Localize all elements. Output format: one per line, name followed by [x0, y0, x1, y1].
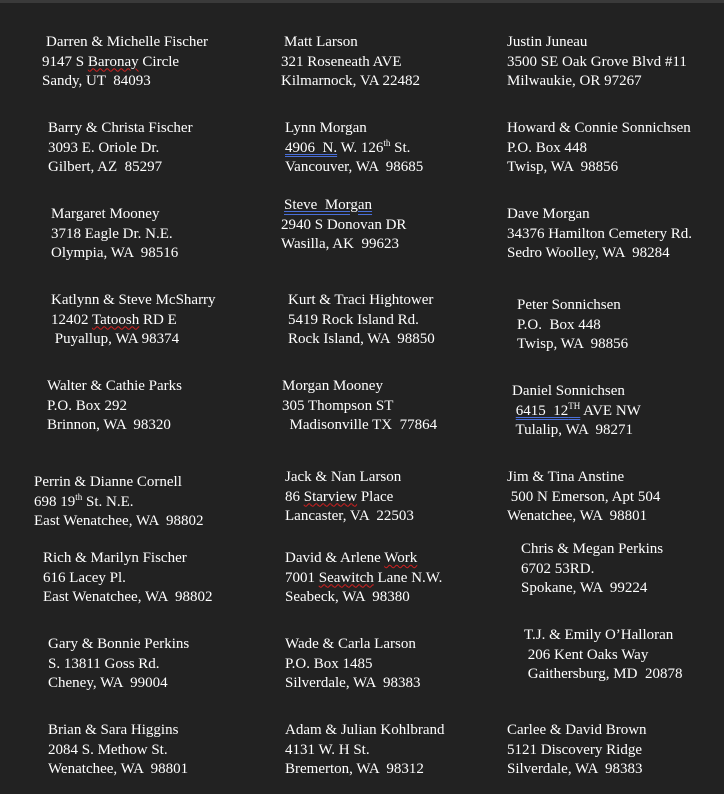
street-line: 500 N Emerson, Apt 504	[507, 488, 661, 505]
city-line: Madisonville TX 77864	[282, 417, 438, 433]
city-line: Puyallup, WA 98374	[51, 331, 180, 347]
address-label	[42, 33, 209, 92]
window-top-edge	[0, 0, 724, 3]
recipient-name: Adam & Julian Kohlbrand	[285, 722, 445, 738]
recipient-name: Peter Sonnichsen	[517, 297, 621, 313]
street-line: S. 13811 Goss Rd.	[48, 655, 160, 672]
street-line: P.O. Box 448	[517, 316, 601, 333]
street-line: 9147 S Baronay Circle	[42, 53, 180, 70]
address-label	[285, 721, 445, 780]
street-line: P.O. Box 292	[47, 397, 128, 414]
recipient-name: Chris & Megan Perkins	[521, 541, 664, 557]
address-label	[507, 468, 660, 527]
recipient-name: Barry & Christa Fischer	[48, 120, 193, 136]
street-line: 7001 Seawitch Lane N.W.	[285, 569, 443, 586]
recipient-name: Morgan Mooney	[282, 378, 383, 394]
recipient-name: Wade & Carla Larson	[285, 636, 416, 652]
street-line: 6415 12TH AVE NW	[515, 400, 641, 419]
recipient-name: Steve Morgan	[284, 197, 373, 213]
city-line: Silverdale, WA 98383	[507, 761, 643, 777]
city-line: Rock Island, WA 98850	[288, 331, 435, 347]
address-label	[507, 119, 691, 178]
address-label	[512, 382, 641, 441]
address-label	[285, 549, 442, 608]
street-line: 5419 Rock Island Rd.	[288, 311, 419, 328]
city-line: Wenatchee, WA 98801	[48, 761, 189, 777]
address-label	[524, 626, 682, 685]
recipient-name: Walter & Cathie Parks	[47, 378, 183, 394]
city-line: Brinnon, WA 98320	[47, 417, 171, 433]
street-line: 3500 SE Oak Grove Blvd #11	[507, 53, 687, 70]
address-label	[285, 119, 423, 178]
city-line: Spokane, WA 99224	[521, 580, 648, 596]
address-label	[48, 119, 193, 178]
recipient-name: Jim & Tina Anstine	[507, 469, 625, 485]
street-line: 86 Starview Place	[285, 488, 394, 505]
recipient-name: Brian & Sara Higgins	[48, 722, 179, 738]
city-line: East Wenatchee, WA 98802	[34, 513, 204, 529]
address-label	[51, 291, 216, 350]
street-line: 2940 S Donovan DR	[281, 216, 407, 233]
city-line: Milwaukie, OR 97267	[507, 73, 642, 89]
street-line: 2084 S. Methow St.	[48, 741, 168, 758]
recipient-name: Lynn Morgan	[285, 120, 367, 136]
address-label	[282, 377, 437, 436]
address-label	[285, 635, 421, 694]
address-label	[48, 721, 188, 780]
city-line: Olympia, WA 98516	[51, 245, 179, 261]
city-line: Vancouver, WA 98685	[285, 159, 424, 175]
address-label	[288, 291, 435, 350]
street-line: P.O. Box 448	[507, 139, 588, 156]
city-line: Wenatchee, WA 98801	[507, 508, 648, 524]
recipient-name: Matt Larson	[284, 34, 358, 50]
street-line: 5121 Discovery Ridge	[507, 741, 642, 758]
city-line: Sedro Woolley, WA 98284	[507, 245, 670, 261]
city-line: Tulalip, WA 98271	[512, 422, 634, 438]
street-line: 4131 W. H St.	[285, 741, 370, 758]
recipient-name: Margaret Mooney	[51, 206, 160, 222]
recipient-name: Perrin & Dianne Cornell	[34, 474, 182, 490]
address-label	[281, 33, 421, 92]
address-label	[47, 377, 182, 436]
address-label	[285, 468, 414, 527]
city-line: Kilmarnock, VA 22482	[281, 73, 421, 89]
recipient-name: Justin Juneau	[507, 34, 588, 50]
street-line: 3718 Eagle Dr. N.E.	[51, 225, 173, 242]
city-line: Silverdale, WA 98383	[285, 675, 421, 691]
city-line: Cheney, WA 99004	[48, 675, 168, 691]
recipient-name: T.J. & Emily O’Halloran	[524, 627, 674, 643]
address-label	[51, 205, 178, 264]
recipient-name: Darren & Michelle Fischer	[46, 34, 209, 50]
city-line: Lancaster, VA 22503	[285, 508, 414, 524]
address-label	[48, 635, 189, 694]
recipient-name: Daniel Sonnichsen	[512, 383, 625, 399]
city-line: Gilbert, AZ 85297	[48, 159, 163, 175]
recipient-name: Kurt & Traci Hightower	[288, 292, 434, 308]
recipient-name: Howard & Connie Sonnichsen	[507, 120, 691, 136]
street-line: 698 19th St. N.E.	[34, 491, 134, 510]
city-line: Gaithersburg, MD 20878	[524, 666, 683, 682]
address-label	[517, 296, 628, 355]
street-line: 4906 N. W. 126th St.	[285, 137, 411, 156]
address-label	[281, 196, 407, 255]
city-line: Twisp, WA 98856	[507, 159, 619, 175]
recipient-name: Carlee & David Brown	[507, 722, 647, 738]
city-line: Wasilla, AK 99623	[281, 236, 399, 252]
street-line: 34376 Hamilton Cemetery Rd.	[507, 225, 692, 242]
recipient-name: Rich & Marilyn Fischer	[43, 550, 187, 566]
recipient-name: David & Arlene Work	[285, 550, 418, 566]
city-line: East Wenatchee, WA 98802	[43, 589, 213, 605]
street-line: 12402 Tatoosh RD E	[51, 311, 177, 328]
recipient-name: Katlynn & Steve McSharry	[51, 292, 216, 308]
city-line: Seabeck, WA 98380	[285, 589, 410, 605]
city-line: Bremerton, WA 98312	[285, 761, 424, 777]
city-line: Sandy, UT 84093	[42, 73, 151, 89]
recipient-name: Gary & Bonnie Perkins	[48, 636, 190, 652]
recipient-name: Jack & Nan Larson	[285, 469, 402, 485]
street-line: 3093 E. Oriole Dr.	[48, 139, 160, 156]
street-line: 206 Kent Oaks Way	[524, 646, 649, 663]
street-line: P.O. Box 1485	[285, 655, 373, 672]
address-label	[507, 721, 647, 780]
street-line: 305 Thompson ST	[282, 397, 394, 414]
street-line: 616 Lacey Pl.	[43, 569, 126, 586]
address-label	[507, 33, 687, 92]
city-line: Twisp, WA 98856	[517, 336, 629, 352]
street-line: 321 Roseneath AVE	[281, 53, 402, 70]
street-line: 6702 53RD.	[521, 560, 595, 577]
address-label	[507, 205, 692, 264]
address-label	[43, 549, 212, 608]
address-label	[34, 473, 203, 532]
address-label	[521, 540, 663, 599]
recipient-name: Dave Morgan	[507, 206, 590, 222]
